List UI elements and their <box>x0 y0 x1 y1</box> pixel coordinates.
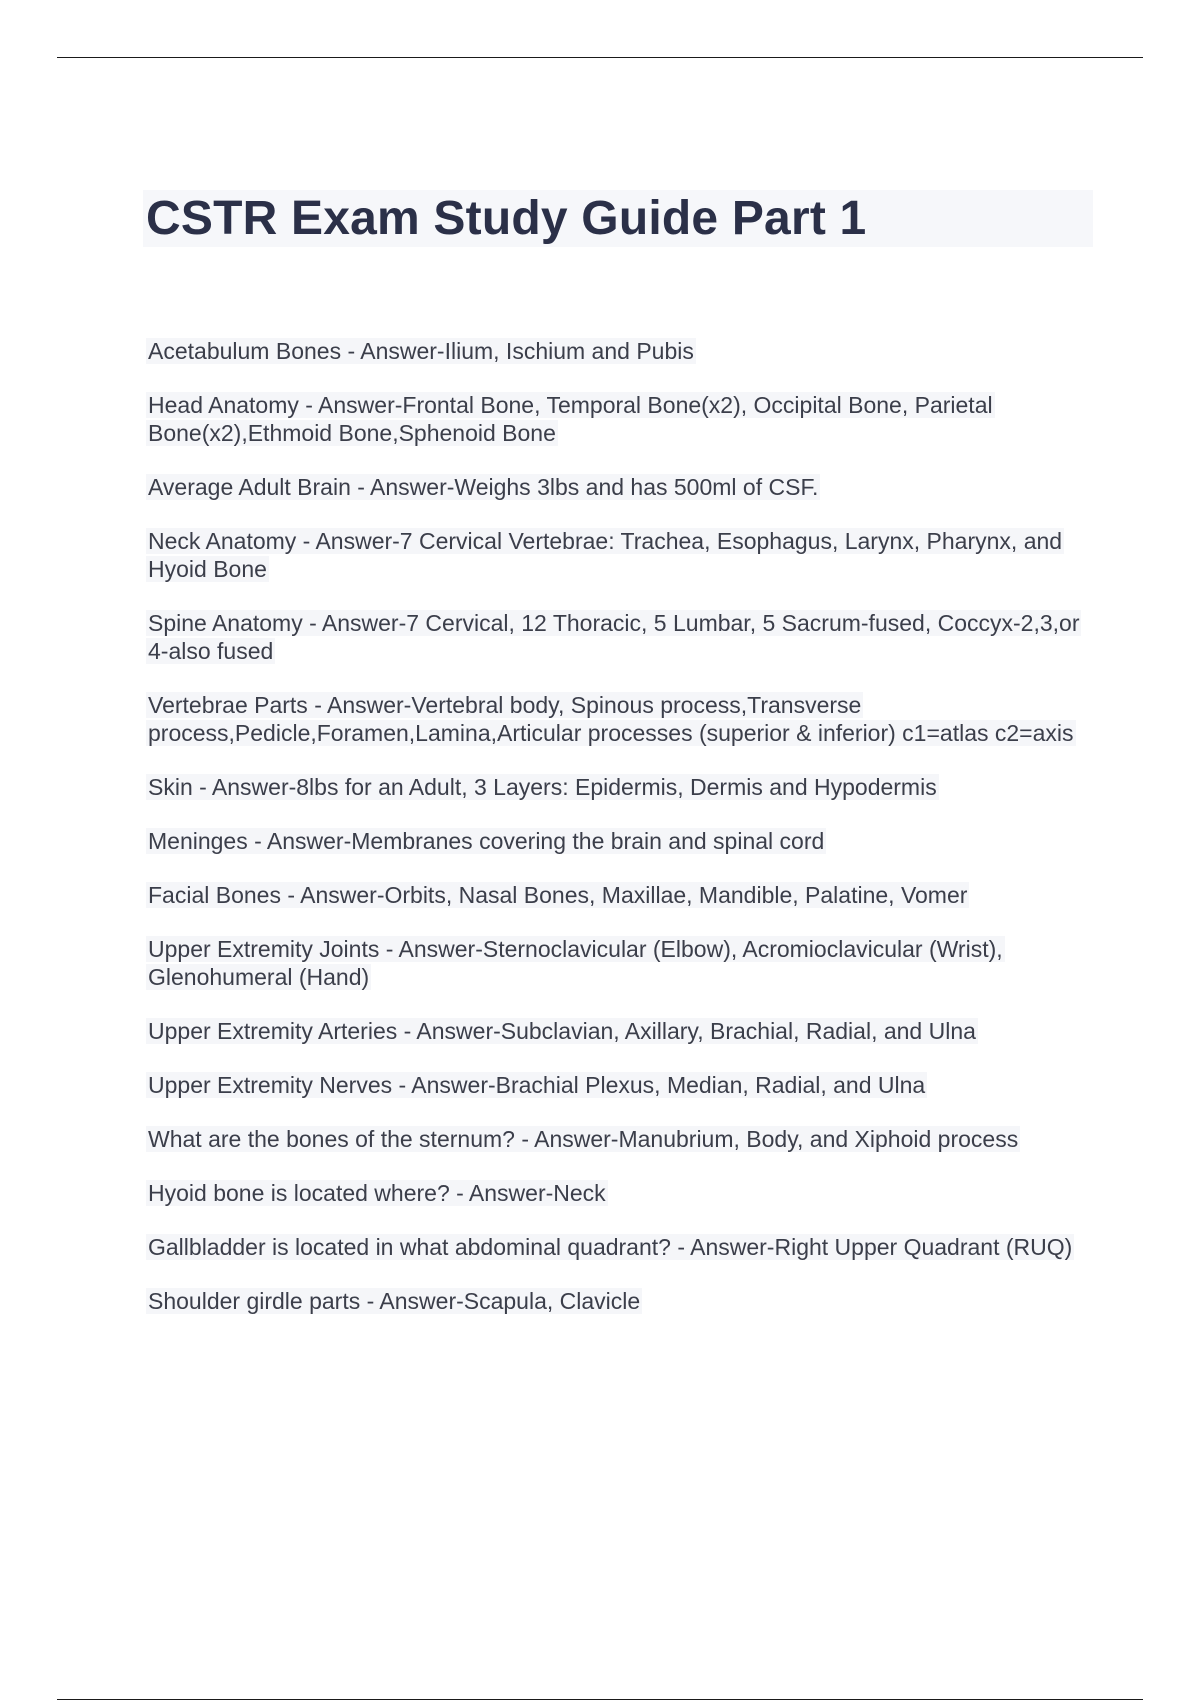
qa-item <box>146 391 1086 447</box>
qa-text: Neck Anatomy - Answer-7 Cervical Vertebrae: Trachea, Esophagus, Larynx, Pharynx, and Hyoid Bone <box>148 528 1063 582</box>
qa-text: What are the bones of the sternum? - Answer-Manubrium, Body, and Xiphoid process <box>148 1126 1019 1152</box>
qa-text: Head Anatomy - Answer-Frontal Bone, Temporal Bone(x2), Occipital Bone, Parietal Bone(x2),Ethmoid Bone,Sphenoid Bone <box>148 392 993 446</box>
qa-text: Upper Extremity Arteries - Answer-Subclavian, Axillary, Brachial, Radial, and Ulna <box>148 1018 976 1044</box>
page-title: CSTR Exam Study Guide Part 1 <box>146 192 867 245</box>
qa-item <box>146 881 1086 909</box>
qa-item <box>146 827 1086 855</box>
qa-text: Spine Anatomy - Answer-7 Cervical, 12 Thoracic, 5 Lumbar, 5 Sacrum-fused, Coccyx-2,3,or 4-also fused <box>148 610 1080 664</box>
qa-text: Skin - Answer-8lbs for an Adult, 3 Layers: Epidermis, Dermis and Hypodermis <box>148 774 937 800</box>
qa-text: Shoulder girdle parts - Answer-Scapula, Clavicle <box>148 1288 641 1314</box>
qa-text: Upper Extremity Joints - Answer-Sternoclavicular (Elbow), Acromioclavicular (Wrist), Glenohumeral (Hand) <box>148 936 1003 990</box>
qa-text: Average Adult Brain - Answer-Weighs 3lbs and has 500ml of CSF. <box>148 474 819 500</box>
qa-list <box>146 337 1086 1341</box>
qa-item <box>146 773 1086 801</box>
qa-item <box>146 1017 1086 1045</box>
qa-item <box>146 1071 1086 1099</box>
qa-text: Hyoid bone is located where? - Answer-Neck <box>148 1180 606 1206</box>
qa-text: Gallbladder is located in what abdominal quadrant? - Answer-Right Upper Quadrant (RUQ) <box>148 1234 1073 1260</box>
qa-item <box>146 691 1086 747</box>
qa-text: Acetabulum Bones - Answer-Ilium, Ischium and Pubis <box>148 338 694 364</box>
qa-text: Facial Bones - Answer-Orbits, Nasal Bones, Maxillae, Mandible, Palatine, Vomer <box>148 882 968 908</box>
qa-item <box>146 1125 1086 1153</box>
qa-item <box>146 473 1086 501</box>
qa-item <box>146 1179 1086 1207</box>
qa-text: Upper Extremity Nerves - Answer-Brachial Plexus, Median, Radial, and Ulna <box>148 1072 926 1098</box>
top-divider <box>57 57 1143 58</box>
qa-item <box>146 1233 1086 1261</box>
qa-item <box>146 527 1086 583</box>
qa-text: Vertebrae Parts - Answer-Vertebral body, Spinous process,Transverse process,Pedicle,Foramen,Lamina,Articular processes (superior & inferior) c1=atlas c2=axis <box>148 692 1074 746</box>
qa-text: Meninges - Answer-Membranes covering the brain and spinal cord <box>148 828 825 854</box>
qa-item <box>146 609 1086 665</box>
qa-item <box>146 337 1086 365</box>
qa-item <box>146 935 1086 991</box>
qa-item <box>146 1287 1086 1315</box>
